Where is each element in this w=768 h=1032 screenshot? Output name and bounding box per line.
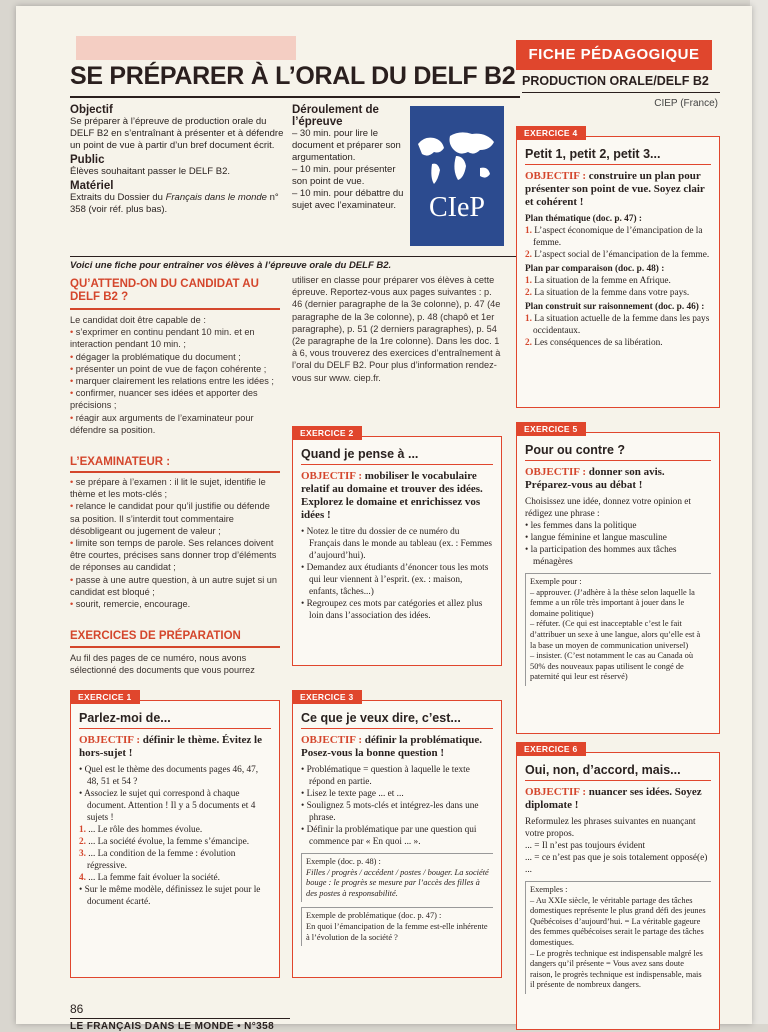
list-item: • passe à une autre question, à un autre sujet si un candidat est bloqué ; bbox=[70, 574, 282, 598]
exercice-2-title: Quand je pense à ... bbox=[301, 447, 493, 465]
example-title: Exemple (doc. p. 48) : bbox=[306, 857, 381, 866]
exercice-3-objectif: OBJECTIF : définir la problématique. Posez-vous la bonne question ! bbox=[301, 734, 483, 759]
materiel-text: Extraits du Dossier du Français dans le monde n° 358 (voir réf. plus bas). bbox=[70, 192, 279, 215]
example-title: Exemple pour : bbox=[530, 577, 582, 586]
list-item: • Définir la problématique par une question qui commence par « En quoi ... ». bbox=[301, 824, 493, 848]
page-edge bbox=[750, 0, 768, 1024]
example-line: – Le progrès technique est indispensable malgré les dangers qu’il présente = Vous avez sans doute raison, le progrès technique est indispensable, mais il présente de nombreux dangers. bbox=[530, 948, 703, 990]
example-line: – Au XXIe siècle, le véritable partage des tâches domestiques représente le plus grand défi des jeunes Québécoises d’aujourd’hui. = La véritable gageure des femmes québécoises serait le partage des tâches domestiques. bbox=[530, 895, 706, 947]
exercice-1-tab: EXERCICE 1 bbox=[70, 690, 140, 704]
example-line: – réfuter. (Ce qui est inacceptable c’est le fait d’attribuer un sexe à une langue, alors qu’elle est à la base un moyen de communication universel) bbox=[530, 619, 701, 650]
list-item: • Associez le sujet qui correspond à chaque document. Attention ! Il y a 5 documents et 4 sujets ! bbox=[79, 788, 271, 824]
numbered-item: 4. ... La femme fait évoluer la société. bbox=[79, 873, 220, 883]
list-item: • sourit, remercie, encourage. bbox=[70, 598, 282, 610]
numbered-item: 2. L’aspect social de l’émancipation de la femme. bbox=[525, 250, 710, 260]
list-item: • confirmer, nuancer ses idées et apporter des précisions ; bbox=[70, 387, 282, 411]
numbered-item: 3. ... La condition de la femme : évolution régressive. bbox=[79, 849, 236, 871]
fiche-rule bbox=[522, 92, 720, 93]
prep-rule bbox=[70, 646, 280, 648]
list-item: • se prépare à l’examen : il lit le sujet, identifie le thème et les mots-clés ; bbox=[70, 476, 282, 500]
example-text: En quoi l’émancipation de la femme est-elle inhérente à l’évolution de la société ? bbox=[306, 921, 488, 942]
numbered-item: 2. La situation de la femme dans votre pays. bbox=[525, 288, 690, 298]
exercice-5-box bbox=[516, 424, 720, 734]
examinateur-rule bbox=[70, 471, 280, 473]
attend-body bbox=[70, 314, 282, 436]
list-item: • réagir aux arguments de l’examinateur pour défendre sa position. bbox=[70, 412, 282, 436]
ciep-logo bbox=[410, 106, 504, 246]
list-item: • s’exprimer en continu pendant 10 min. et en interaction pendant 10 min. ; bbox=[70, 326, 282, 350]
example-title: Exemples : bbox=[530, 885, 568, 894]
exercice-6-objectif: OBJECTIF : nuancer ses idées. Soyez diplomate ! bbox=[525, 786, 702, 811]
list-item: • Problématique = question à laquelle le texte répond en partie. bbox=[301, 764, 493, 788]
list-item: • Sur le même modèle, définissez le sujet pour le document écarté. bbox=[79, 884, 271, 908]
example-title: Exemple de problématique (doc. p. 47) : bbox=[306, 911, 442, 921]
list-item: • limite son temps de parole. Ses relances doivent être courtes, précises sans donner trop d’éléments de réponses au candidat ; bbox=[70, 537, 282, 574]
svg-text:CIeP: CIeP bbox=[429, 192, 485, 223]
prep-heading: EXERCICES DE PRÉPARATION bbox=[70, 630, 241, 642]
deroulement-block bbox=[292, 102, 404, 212]
fiche-source: CIEP (France) bbox=[654, 98, 718, 109]
numbered-item: 1. L’aspect économique de l’émancipation de la femme. bbox=[525, 226, 703, 248]
attend-heading: QU’ATTEND-ON DU CANDIDAT AU DELF B2 ? bbox=[70, 278, 259, 303]
numbered-item: 1. ... Le rôle des hommes évolue. bbox=[79, 825, 203, 835]
page-number: 86 bbox=[70, 1002, 84, 1016]
numbered-item: 2. ... La société évolue, la femme s’émancipe. bbox=[79, 837, 250, 847]
list-item: • Regroupez ces mots par catégories et allez plus loin dans l’association des idées. bbox=[301, 598, 493, 622]
example-text: Filles / progrès / accédent / postes / bouger. La société bouge : le progrès se mesure par l’accès des filles à des postes à responsabilité. bbox=[306, 867, 489, 898]
numbered-item: 1. La situation actuelle de la femme dans les pays occidentaux. bbox=[525, 314, 710, 336]
list-item: • Lisez le texte page ... et ... bbox=[301, 788, 493, 800]
public-text: Élèves souhaitant passer le DELF B2. bbox=[70, 166, 231, 177]
footer-rule bbox=[70, 1018, 290, 1019]
example-line: – insister. (C’est notamment le cas au Canada où 50% des nouveaux papas utilisent le congé de paternité qui leur est réservé) bbox=[530, 651, 694, 682]
exercice-4-objectif: OBJECTIF : construire un plan pour présenter son point de vue. Soyez clair et cohérent ! bbox=[525, 170, 705, 208]
objectif-block bbox=[70, 102, 286, 216]
example-line: – approuver. (J’adhère à la thèse selon laquelle la femme a un rôle très important à jouer dans le domaine politique) bbox=[530, 587, 695, 618]
list-item: • les femmes dans la politique bbox=[525, 520, 711, 532]
exercice-6-title: Oui, non, d’accord, mais... bbox=[525, 763, 711, 781]
objectif-heading: Objectif bbox=[70, 104, 113, 116]
prep-continued: utiliser en classe pour préparer vos élèves à cette épreuve. Reportez-vous aux pages suivantes : p. 46 (dernier paragraphe de la 3e colonne), p. 47 (4e paragraphe de la 3e colonne), p. 48 (chapô et 1er paragraphe), p. 51 (2 derniers paragraphes), p. 54 (2e paragraphe de la 1re colonne). Dans les doc. 1 à 6, vous trouverez des exercices d’entraînement à l’oral du DELF B2. Pour plus d’information rendez-vous sur www. ciep.fr. bbox=[292, 275, 501, 383]
exercice-5-tab: EXERCICE 5 bbox=[516, 422, 586, 436]
section-tab bbox=[76, 36, 296, 60]
title-rule bbox=[70, 96, 520, 98]
list-item: • la participation des hommes aux tâches ménagères bbox=[525, 544, 711, 568]
prep-text: Au fil des pages de ce numéro, nous avons sélectionné des documents que vous pourrez bbox=[70, 653, 255, 676]
exercice-3-title: Ce que je veux dire, c’est... bbox=[301, 711, 493, 729]
example-box bbox=[525, 881, 711, 994]
exercice-1-box bbox=[70, 692, 280, 978]
attend-rule bbox=[70, 308, 280, 310]
list-item: • langue féminine et langue masculine bbox=[525, 532, 711, 544]
numbered-item: 1. La situation de la femme en Afrique. bbox=[525, 276, 671, 286]
exercice-1-title: Parlez-moi de... bbox=[79, 711, 271, 729]
attend-lead: Le candidat doit être capable de : bbox=[70, 315, 206, 325]
list-item: • présenter un point de vue de façon cohérente ; bbox=[70, 363, 282, 375]
list-item: • Soulignez 5 mots-clés et intégrez-les dans une phrase. bbox=[301, 800, 493, 824]
deroulement-line: – 10 min. pour débattre du sujet avec l’examinateur. bbox=[292, 188, 404, 211]
exercice-5-objectif: OBJECTIF : donner son avis. Préparez-vous au débat ! bbox=[525, 466, 665, 491]
list-item: • Demandez aux étudiants d’énoncer tous les mots qui leur viennent à l’esprit. (ex. : maison, enfants, tâches...) bbox=[301, 562, 493, 598]
exercice-4-tab: EXERCICE 4 bbox=[516, 126, 586, 140]
exercice-2-objectif: OBJECTIF : mobiliser le vocabulaire relatif au domaine et trouver des idées. Explorez le domaine et enrichissez vos idées ! bbox=[301, 470, 483, 521]
examinateur-body bbox=[70, 476, 282, 610]
exercice-5-title: Pour ou contre ? bbox=[525, 443, 711, 461]
plan-title: Plan par comparaison (doc. p. 48) : bbox=[525, 264, 665, 274]
exercice-6-line: ... = Il n’est pas toujours évident bbox=[525, 841, 646, 851]
page-title: SE PRÉPARER À L’ORAL DU DELF B2 bbox=[70, 62, 516, 90]
world-map-icon bbox=[410, 106, 504, 246]
magazine-name: LE FRANÇAIS DANS LE MONDE • N°358 bbox=[70, 1021, 275, 1032]
list-item: • dégager la problématique du document ; bbox=[70, 351, 282, 363]
fiche-badge: FICHE PÉDAGOGIQUE bbox=[516, 40, 712, 70]
plan-title: Plan thématique (doc. p. 47) : bbox=[525, 214, 642, 224]
example-box bbox=[301, 907, 493, 946]
exercice-4-title: Petit 1, petit 2, petit 3... bbox=[525, 147, 711, 165]
objectif-text: Se préparer à l’épreuve de production orale du DELF B2 en s’entraînant à présenter et à défendre un point de vue à partir d’un bref document écrit. bbox=[70, 116, 284, 151]
deroulement-heading: Déroulement de l’épreuve bbox=[292, 104, 379, 128]
exercice-2-box bbox=[292, 428, 502, 666]
materiel-heading: Matériel bbox=[70, 180, 114, 192]
exercice-6-tab: EXERCICE 6 bbox=[516, 742, 586, 756]
exercice-4-box bbox=[516, 128, 720, 408]
exercice-5-lead: Choisissez une idée, donnez votre opinion et rédigez une phrase : bbox=[525, 497, 692, 519]
list-item: • Notez le titre du dossier de ce numéro du Français dans le monde au tableau (ex. : Femmes d’aujourd’hui). bbox=[301, 526, 493, 562]
numbered-item: 2. Les conséquences de sa libération. bbox=[525, 338, 663, 348]
exercice-6-box bbox=[516, 744, 720, 1030]
exercice-2-tab: EXERCICE 2 bbox=[292, 426, 362, 440]
exercice-3-box bbox=[292, 692, 502, 978]
list-item: • marquer clairement les relations entre les idées ; bbox=[70, 375, 282, 387]
fiche-subtitle: PRODUCTION ORALE/DELF B2 bbox=[522, 74, 709, 88]
deroulement-line: – 10 min. pour présenter son point de vue. bbox=[292, 164, 396, 187]
list-item: • Quel est le thème des documents pages 46, 47, 48, 51 et 54 ? bbox=[79, 764, 271, 788]
exercice-1-objectif: OBJECTIF : définir le thème. Évitez le hors-sujet ! bbox=[79, 734, 262, 759]
deroulement-line: – 30 min. pour lire le document et préparer son argumentation. bbox=[292, 128, 401, 163]
intro-line: Voici une fiche pour entraîner vos élèves à l’épreuve orale du DELF B2. bbox=[70, 256, 520, 271]
examinateur-heading: L’EXAMINATEUR : bbox=[70, 456, 171, 468]
exercice-6-lead: Reformulez les phrases suivantes en nuançant votre propos. bbox=[525, 817, 696, 839]
plan-title: Plan construit sur raisonnement (doc. p. 46) : bbox=[525, 302, 705, 312]
list-item: • relance le candidat pour qu’il justifie ou défende sa position. Il s’interdit tout commentaire désobligeant ou jugement de valeur ; bbox=[70, 500, 282, 537]
example-box bbox=[301, 853, 493, 902]
exercice-3-tab: EXERCICE 3 bbox=[292, 690, 362, 704]
public-heading: Public bbox=[70, 154, 105, 166]
example-box bbox=[525, 573, 711, 686]
magazine-page bbox=[16, 6, 752, 1032]
exercice-6-line: ... = ce n’est pas que je sois totalement opposé(e) ... bbox=[525, 853, 708, 875]
